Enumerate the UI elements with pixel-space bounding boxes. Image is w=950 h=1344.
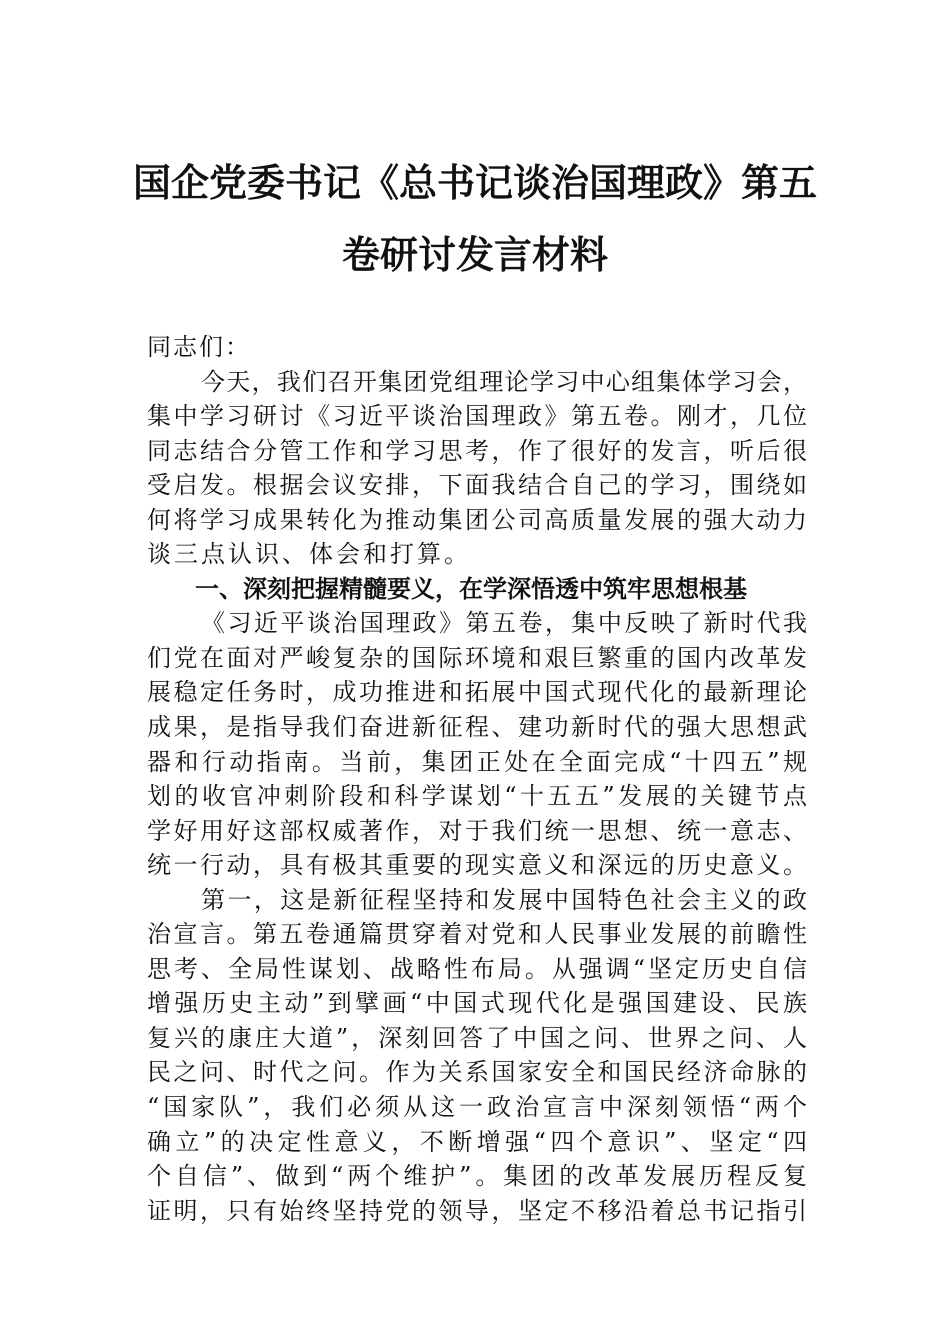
paragraph-line: 统一行动，具有极其重要的现实意义和深远的历史意义。: [147, 851, 807, 880]
paragraph-line: 受启发。根据会议安排，下面我结合自己的学习，围绕如: [147, 471, 807, 500]
paragraph-line: 治宣言。第五卷通篇贯穿着对党和人民事业发展的前瞻性: [147, 920, 807, 949]
paragraph-line: 展稳定任务时，成功推进和拓展中国式现代化的最新理论: [147, 678, 807, 707]
paragraph-line: 证明，只有始终坚持党的领导，坚定不移沿着总书记指引: [147, 1196, 807, 1225]
section-heading: 一、深刻把握精髓要义，在学深悟透中筑牢思想根基: [195, 574, 747, 603]
paragraph-line: 谈三点认识、体会和打算。: [147, 540, 471, 569]
paragraph-line: 确立”的决定性意义，不断增强“四个意识”、坚定“四: [147, 1127, 807, 1156]
document-title-line-2: 卷研讨发言材料: [341, 232, 608, 277]
paragraph-line: 同志结合分管工作和学习思考，作了很好的发言，听后很: [147, 436, 807, 465]
document-title-line-1: 国企党委书记《总书记谈治国理政》第五: [132, 160, 817, 205]
paragraph-line: 集中学习研讨《习近平谈治国理政》第五卷。刚才，几位: [147, 402, 807, 431]
paragraph-line: 划的收官冲刺阶段和科学谋划“十五五”发展的关键节点: [147, 782, 807, 811]
paragraph-line: 第一，这是新征程坚持和发展中国特色社会主义的政: [201, 885, 807, 914]
section-1-paragraph-2: [147, 883, 807, 1228]
paragraph-line: 思考、全局性谋划、战略性布局。从强调“坚定历史自信: [147, 954, 807, 983]
paragraph-line: 《习近平谈治国理政》第五卷，集中反映了新时代我: [201, 609, 807, 638]
paragraph-line: 增强历史主动”到擘画“中国式现代化是强国建设、民族: [147, 989, 807, 1018]
paragraph-line: “国家队”，我们必须从这一政治宣言中深刻领悟“两个: [147, 1093, 807, 1122]
intro-paragraph: [147, 365, 807, 572]
paragraph-line: 学好用好这部权威著作，对于我们统一思想、统一意志、: [147, 816, 807, 845]
document-body: [147, 330, 807, 1228]
paragraph-line: 今天，我们召开集团党组理论学习中心组集体学习会，: [201, 367, 807, 396]
paragraph-line: 何将学习成果转化为推动集团公司高质量发展的强大动力: [147, 505, 807, 534]
paragraph-line: 成果，是指导我们奋进新征程、建功新时代的强大思想武: [147, 713, 807, 742]
paragraph-line: 复兴的康庄大道”，深刻回答了中国之问、世界之问、人: [147, 1023, 807, 1052]
paragraph-line: 器和行动指南。当前，集团正处在全面完成“十四五”规: [147, 747, 807, 776]
section-1-paragraph-1: [147, 606, 807, 882]
paragraph-line: 们党在面对严峻复杂的国际环境和艰巨繁重的国内改革发: [147, 643, 807, 672]
paragraph-line: 民之问、时代之问。作为关系国家安全和国民经济命脉的: [147, 1058, 807, 1087]
paragraph-line: 个自信”、做到“两个维护”。集团的改革发展历程反复: [147, 1162, 807, 1191]
salutation: 同志们：: [147, 333, 251, 361]
